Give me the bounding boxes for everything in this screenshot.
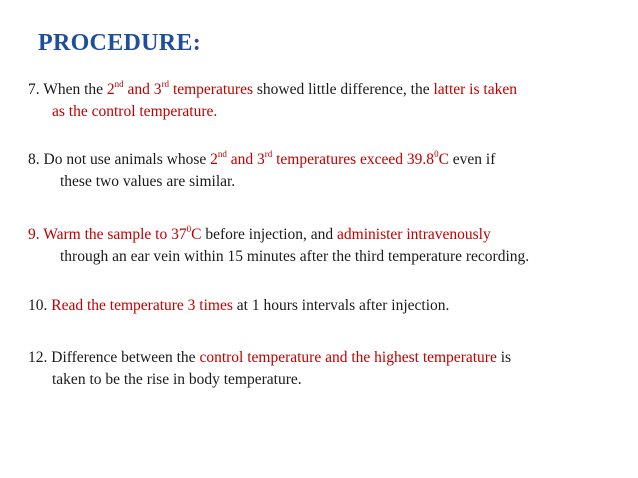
step-text: is [496, 349, 512, 366]
procedure-step [28, 347, 618, 391]
highlighted-text: C [191, 226, 202, 243]
procedure-step-line [28, 79, 618, 101]
highlighted-text: administer intravenously [337, 226, 491, 243]
highlighted-text: C [438, 151, 449, 168]
highlighted-text: 0 [186, 223, 192, 234]
step-text: at 1 hours intervals after injection. [232, 297, 450, 314]
highlighted-text: temperatures exceed 39.8 [272, 151, 435, 168]
step-text: 7. When the [28, 81, 107, 98]
highlighted-text: rd [264, 148, 273, 159]
procedure-step [28, 79, 618, 123]
highlighted-text: nd [114, 78, 124, 89]
highlighted-text: rd [161, 78, 170, 89]
highlighted-text: and 3 [226, 151, 265, 168]
step-text: before injection, and [201, 226, 338, 243]
highlighted-text: Read the temperature 3 times [51, 297, 233, 314]
step-text: these two values are similar. [60, 173, 236, 190]
procedure-step-line [28, 101, 618, 123]
highlighted-text: and 3 [123, 81, 162, 98]
highlighted-text: nd [217, 148, 227, 159]
step-text: even if [448, 151, 496, 168]
highlighted-text: temperatures [169, 81, 253, 98]
highlighted-text: 2 [106, 81, 115, 98]
highlighted-text: control temperature and the highest temperature [199, 349, 497, 366]
step-text: 12. Difference between the [28, 349, 200, 366]
step-text: taken to be the rise in body temperature. [52, 371, 302, 388]
highlighted-text: 0 [434, 148, 439, 159]
page-title: PROCEDURE: [38, 30, 201, 56]
procedure-step-line [28, 171, 618, 193]
procedure-step-line [28, 246, 618, 268]
procedure-step-line [28, 295, 618, 317]
procedure-step [28, 224, 618, 268]
procedure-step [28, 149, 618, 193]
procedure-step [28, 295, 618, 317]
highlighted-text: 9. Warm the sample to 37 [28, 226, 187, 243]
step-text: 8. Do not use animals whose [28, 151, 211, 168]
procedure-step-line [28, 224, 618, 246]
procedure-step-line [28, 149, 618, 171]
highlighted-text: 2 [210, 151, 218, 168]
step-text: showed little difference, the [252, 81, 434, 98]
highlighted-text: latter is taken [433, 81, 517, 98]
highlighted-text: as the control temperature. [52, 103, 218, 120]
step-text: 10. [28, 297, 52, 314]
procedure-step-line [28, 369, 618, 391]
procedure-step-line [28, 347, 618, 369]
step-text: through an ear vein within 15 minutes after the third temperature recording. [60, 248, 530, 265]
